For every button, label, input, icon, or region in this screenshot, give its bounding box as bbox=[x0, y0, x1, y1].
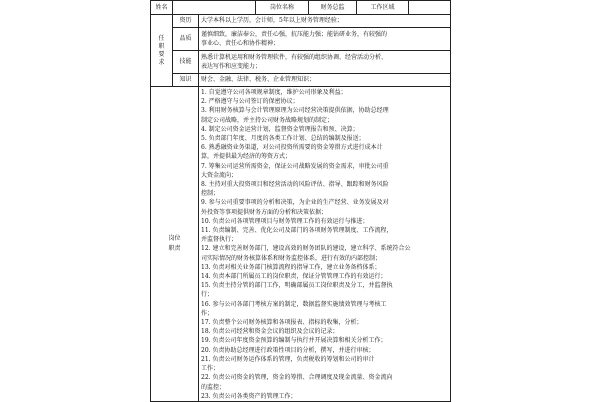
duty-line: 13. 负责对相关业务部门核算流程的指导工作，建立业务备档体系； bbox=[201, 263, 381, 271]
duty-line: 司实际情况的财务核算体系和财务监控体系，进行有效的内部控制； bbox=[201, 254, 382, 262]
requirement-label: 品质 bbox=[173, 28, 199, 51]
duty-line: 5. 负责部门年度、月度的各类工作计划、总结的编制及报送； bbox=[201, 135, 365, 143]
requirement-label: 资历 bbox=[173, 15, 199, 28]
duty-line: 21. 负责公司财务运作体系的管理，负责税收的筹划和公司的审计 bbox=[201, 355, 375, 363]
area-label: 工作区域 bbox=[357, 1, 409, 15]
duty-line: 15. 负责主持分管的部门工作，明确部属员工岗位职责及分工，并监督执 bbox=[201, 282, 393, 290]
requirement-text: 熟悉计算机运用和财务管理软件，有较强的组织协调、经营活动分析、 表达写作和应变能力； bbox=[199, 51, 451, 74]
duty-line: 大资金流向； bbox=[201, 171, 238, 179]
duty-line: 控制； bbox=[201, 190, 220, 198]
duty-line: 16. 参与公司各部门考核方案的制定，数据监督实施绩效管理与考核工 bbox=[201, 300, 387, 308]
job-description-sheet bbox=[150, 0, 450, 400]
duty-line: 3. 利用财务核算与会计管理原理为公司经营决策提供依据，协助总经理 bbox=[201, 107, 389, 115]
header-row bbox=[151, 1, 451, 15]
duty-line: 外投资等事项提供财务方面的分析和决策依据； bbox=[201, 208, 328, 216]
requirements-section-label: 任职要求 bbox=[151, 15, 173, 87]
duty-line: 工作； bbox=[201, 365, 220, 373]
requirement-row-qualification bbox=[151, 15, 451, 28]
duty-line: 19. 负责公司年度资金预算的编制与执行并开展决算和相关分析工作； bbox=[201, 337, 387, 345]
duty-line: 并监督执行； bbox=[201, 236, 238, 244]
position-value: 财务总监 bbox=[309, 1, 357, 15]
requirement-row-skills bbox=[151, 51, 451, 74]
requirement-row-quality bbox=[151, 28, 451, 51]
duty-line: 17. 负责整个公司财务核算和各项报表、指标的收集，分析； bbox=[201, 319, 363, 327]
requirement-label: 知识 bbox=[173, 74, 199, 87]
duty-line: 14. 负责本部门所属员工的岗位职责，保证分管管理工作的有效运行； bbox=[201, 273, 387, 281]
duty-line: 10. 负责公司各项管理项目与财务管理工作的有效运行与推进； bbox=[201, 217, 369, 225]
duty-line: 7. 筹集公司运营所需资金，保证公司战略发展的资金需求，审批公司重 bbox=[201, 162, 389, 170]
duty-line: 算，并提供最为经济的筹资方式； bbox=[201, 153, 292, 161]
duty-line: 作； bbox=[201, 309, 214, 317]
job-description-table bbox=[150, 0, 451, 402]
name-value bbox=[173, 1, 256, 15]
duty-line: 18. 负责公司经营和资金会议的组织及会议的记录； bbox=[201, 328, 339, 336]
duty-line: 20. 负责协助总经理进行政策性项目的分析，撰写，并进行审核； bbox=[201, 346, 375, 354]
duty-line: 行； bbox=[201, 291, 214, 299]
duties-section-label: 岗位职责 bbox=[151, 87, 199, 402]
name-label: 姓名 bbox=[151, 1, 173, 15]
duty-line: 制定公司战略，并主持公司财务战略规划的制定； bbox=[201, 116, 334, 124]
duty-line: 23. 负责公司各类资产的管理工作； bbox=[201, 392, 297, 400]
duties-row bbox=[151, 87, 451, 402]
duty-line: 的监控； bbox=[201, 383, 226, 391]
duty-line: 22. 负责公司资金的管理，资金的筹措、合理调度及现金流量、资金流向 bbox=[201, 374, 393, 382]
duty-line: 9. 参与公司重要事项的分析和决策，为企业的生产经营、业务发展及对 bbox=[201, 199, 389, 207]
duty-line: 2. 严格遵守与公司签订的保密协议； bbox=[201, 98, 299, 106]
duty-line: 1. 自觉遵守公司各项规章制度，维护公司形象及利益； bbox=[201, 89, 347, 96]
requirement-text: 财会、金融、法律、税务、企业管理知识； bbox=[199, 74, 451, 87]
position-label: 岗位名称 bbox=[256, 1, 309, 15]
duty-line: 4. 制定公司资金运营计划，监督资金管理报告和预、决算； bbox=[201, 125, 359, 133]
requirement-text: 大学本科以上学历，会计师，5年以上财务管理经验； bbox=[199, 15, 451, 28]
requirement-text: 谨慎细致，廉洁奉公，责任心强，抗压能力强；能钻研业务，有较强的 事业心、责任心和协作精神； bbox=[199, 28, 451, 51]
area-value bbox=[409, 1, 451, 15]
duties-list bbox=[199, 87, 451, 402]
duty-line: 8. 主持对重大投资项目和经营活动的风险评估、指导、跟踪和财务风险 bbox=[201, 181, 389, 189]
duty-line: 12. 建立和完善财务部门，建设高效的财务团队的建设，建立科学、系统符合公 bbox=[201, 245, 411, 253]
requirement-label: 技能 bbox=[173, 51, 199, 74]
duty-line: 6. 熟悉融资业务渠道，对公司投资所需要的资金筹措方式进行成本计 bbox=[201, 144, 383, 152]
requirement-row-knowledge bbox=[151, 74, 451, 87]
duty-line: 11. 负责编制、完善、优化公司及部门的各项财务管理制度、工作流程， bbox=[201, 227, 393, 235]
